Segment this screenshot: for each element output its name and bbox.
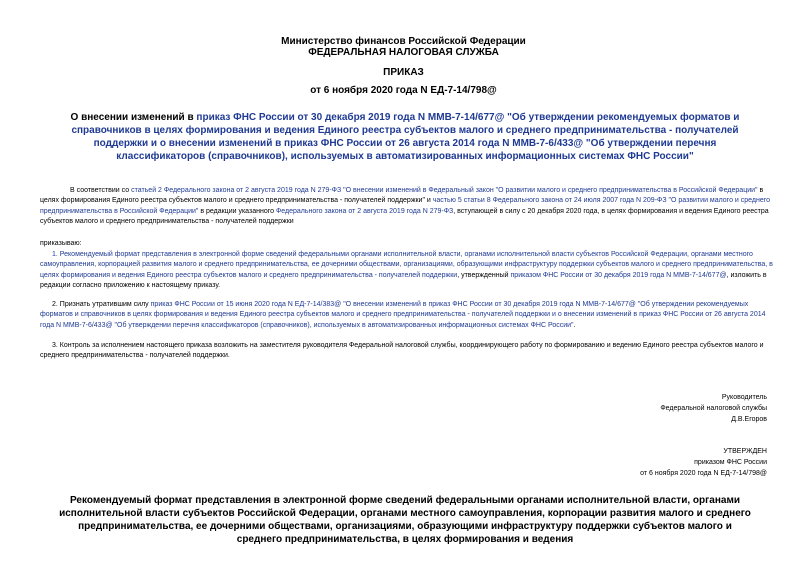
preamble-link-2[interactable]: частью 5 статьи 8 Федерального закона от 24 июля 2007 года N 209-ФЗ "О развитии малого и среднего предпринимательства в Российской Федерации"	[40, 197, 771, 215]
item-2	[40, 300, 775, 331]
preamble-text-4: , вступающей в силу с 20 декабря 2020 года, в целях формирования и ведения Единого реестра субъектов малого и среднего предпринимательства - получателей поддержки	[40, 207, 769, 226]
item-3: 3. Контроль за исполнением настоящего приказа возложить на заместителя руководителя Федеральной налоговой службы, координирующего работу по формированию и ведению Единого реестра субъектов малого и среднего предпринимательства - получателей поддержки.	[40, 342, 764, 360]
approved-by: приказом ФНС России	[694, 459, 767, 466]
preamble	[40, 186, 775, 228]
item-2-link-order[interactable]: приказ ФНС России от 15 июня 2020 года N ЕД-7-14/383@ "О внесении изменений в приказ ФНС России от 30 декабря 2019 года N ММВ-7-14/677@ "Об утверждении рекомендуемых форматов и справочников в целях формирования и ведения Единого реестра субъектов малого и среднего предпринимательства - получателей поддержки и о внесении изменений в приказ ФНС России от 26 августа 2014 года N ММВ-7-6/433@ "Об утверждении перечня классификаторов (справочников), используемых в автоматизированных информационных системах ФНС России"	[40, 301, 766, 329]
signature-block	[660, 392, 767, 425]
signature-name: Д.В.Егоров	[731, 416, 767, 423]
preamble-link-1[interactable]: статьей 2 Федерального закона от 2 августа 2019 года N 279-ФЗ "О внесении изменений в Федеральный закон "О развитии малого и среднего предпринимательства в Российской Федерации"	[131, 187, 758, 194]
item-1-text-2: , изложить в редакции согласно приложению к настоящему приказу.	[40, 271, 767, 290]
order-word: приказываю:	[40, 240, 82, 247]
preamble-text-2: в целях формирования Единого реестра субъектов малого и среднего предпринимательства - получателей поддержки" и	[40, 187, 764, 205]
ministry-name: Министерство финансов Российской Федерации	[281, 36, 526, 47]
order-title-lead: О внесении изменений в	[70, 112, 197, 123]
preamble-text-3: в редакции указанного	[198, 207, 276, 215]
order-title-link[interactable]: приказ ФНС России от 30 декабря 2019 года N ММВ-7-14/677@ "Об утверждении рекомендуемых форматов и справочников в целях формирования и ведения Единого реестра субъектов малого и среднего предпринимательства - получателей поддержки и о внесении изменений в приказ ФНС России от 26 августа 2014 года N ММВ-7-6/433@ "Об утверждении перечня классификаторов (справочников), используемых в автоматизированных информационных системах ФНС России"	[71, 112, 740, 162]
preamble-link-3[interactable]: Федерального закона от 2 августа 2019 года N 279-ФЗ	[275, 207, 454, 215]
item-1-text-1: , утвержденный	[457, 271, 511, 279]
signature-position: Руководитель	[721, 394, 767, 401]
preamble-text-1: В соответствии со	[70, 187, 132, 194]
service-name: ФЕДЕРАЛЬНАЯ НАЛОГОВАЯ СЛУЖБА	[308, 47, 499, 58]
doc-date: от 6 ноября 2020 года N ЕД-7-14/798@	[310, 85, 497, 96]
doc-type: ПРИКАЗ	[383, 67, 424, 78]
item-2-text-1: 2. Признать утратившим силу	[52, 301, 151, 308]
approved-label: УТВЕРЖДЕН	[723, 448, 767, 455]
order-title	[60, 111, 750, 163]
item-1-link-format[interactable]: 1. Рекомендуемый формат представления в электронной форме сведений федеральными органами исполнительной власти, органами исполнительной власти субъектов Российской Федерации, органами местного самоуправления, корпорацией развития малого и среднего предпринимательства, ее дочерними обществами, организациями, образующими инфраструктуру поддержки субъектов малого и среднего предпринимательства, в целях формирования и ведения Единого реестра субъектов малого и среднего предпринимательства - получателей поддержки	[40, 251, 773, 279]
item-1-link-order[interactable]: приказом ФНС России от 30 декабря 2019 года N ММВ-7-14/677@	[510, 271, 727, 279]
approved-block	[640, 446, 767, 479]
item-2-text-2: .	[573, 321, 576, 329]
approved-date: от 6 ноября 2020 года N ЕД-7-14/798@	[640, 470, 767, 477]
signature-organization: Федеральной налоговой службы	[660, 405, 767, 412]
item-1	[40, 250, 775, 292]
appendix-title: Рекомендуемый формат представления в электронной форме сведений федеральными органами исполнительной власти, органами исполнительной власти субъектов Российской Федерации, органами местного самоуправления, корпорации развития малого и среднего предпринимательства, ее дочерними обществами, организациями, образующими инфраструктуру поддержки субъектов малого и среднего предпринимательства, в целях формирования и ведения	[59, 495, 751, 545]
